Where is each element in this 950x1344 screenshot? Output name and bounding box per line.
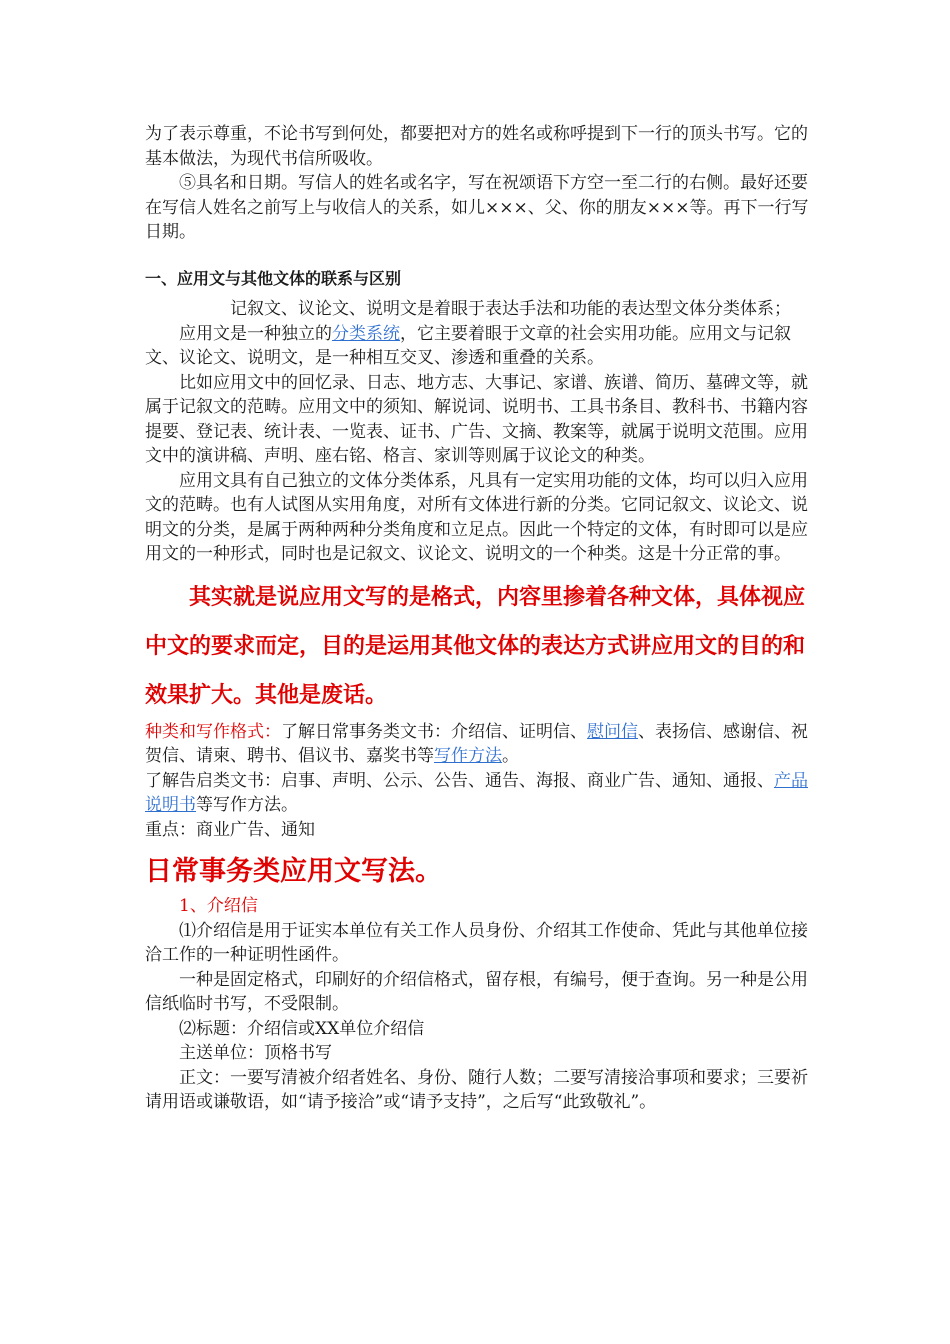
- text-span: 了解告启类文书：启事、声明、公示、公告、通告、海报、商业广告、通知、通报、: [145, 770, 774, 791]
- link-condolence-letter[interactable]: 慰问信: [587, 721, 638, 742]
- paragraph: 记叙文、议论文、说明文是着眼于表达手法和功能的表达型文体分类体系；: [230, 299, 791, 319]
- paragraph: ⑵标题：介绍信或XX单位介绍信: [179, 1018, 425, 1039]
- kinds-label: 种类和写作格式：: [145, 721, 281, 742]
- subsection-title: 1、介绍信: [179, 896, 258, 916]
- text-span: ，它主要着眼于文章的社会实用功能。应用文与记叙文、议论文、说明文，是一种相互交叉、渗透和重叠的关系。: [145, 323, 791, 368]
- paragraph: 主送单位：顶格书写: [179, 1043, 332, 1063]
- paragraph: 重点：商业广告、通知: [145, 819, 315, 840]
- text-span: 。: [502, 746, 519, 766]
- section-heading: 一、应用文与其他文体的联系与区别: [145, 268, 402, 288]
- link-writing-method[interactable]: 写作方法: [434, 746, 502, 766]
- paragraph: 正文：一要写清被介绍者姓名、身份、随行人数；二要写清接洽事项和要求；三要祈请用语或谦敬语，如“请予接洽”或“请予支持”，之后写“此致敬礼”。: [145, 1067, 808, 1112]
- paragraph: ⑤具名和日期。写信人的姓名或名字，写在祝颂语下方空一至二行的右侧。最好还要在写信人姓名之前写上与收信人的关系，如儿×××、父、你的朋友×××等。再下一行写日期。: [145, 173, 809, 242]
- text-span: 应用文是一种独立的: [179, 323, 332, 344]
- link-product-manual[interactable]: 产品说明书: [145, 770, 808, 815]
- paragraph: 一种是固定格式，印刷好的介绍信格式，留存根，有编号，便于查询。另一种是公用信纸临时书写，不受限制。: [145, 969, 808, 1014]
- document-page: [145, 122, 810, 1115]
- text-span: 了解日常事务类文书：介绍信、证明信、: [281, 721, 587, 742]
- paragraph: 应用文具有自己独立的文体分类体系，凡具有一定实用功能的文体，均可以归入应用文的范畴。也有人试图从实用角度，对所有文体进行新的分类。它同记叙文、议论文、说明文的分类，是属于两种两种分类角度和立足点。因此一个特定的文体，有时即可以是应用文的一种形式，同时也是记叙文、议论文、说明文的一个种类。这是十分正常的事。: [145, 470, 808, 564]
- paragraph: [145, 322, 810, 371]
- text-span: 、表扬信、感谢信、祝贺信、请柬、聘书、倡议书、嘉奖书等: [145, 721, 808, 766]
- text-span: 等写作方法。: [196, 795, 298, 815]
- paragraph: [145, 769, 810, 818]
- paragraph: [145, 720, 810, 769]
- paragraph: 比如应用文中的回忆录、日志、地方志、大事记、家谱、族谱、简历、墓碑文等，就属于记叙文的范畴。应用文中的须知、解说词、说明书、工具书条目、教科书、书籍内容提要、登记表、统计表、一览表、证书、广告、文摘、教案等，就属于说明文范围。应用文中的演讲稿、声明、座右铭、格言、家训等则属于议论文的种类。: [145, 372, 808, 466]
- link-classification-system[interactable]: 分类系统: [332, 323, 400, 344]
- paragraph: 为了表示尊重，不论书写到何处，都要把对方的姓名或称呼提到下一行的顶头书写。它的基本做法，为现代书信所吸收。: [145, 124, 808, 169]
- paragraph: ⑴介绍信是用于证实本单位有关工作人员身份、介绍其工作使命、凭此与其他单位接洽工作的一种证明性函件。: [145, 920, 808, 965]
- red-annotation: 其实就是说应用文写的是格式，内容里掺着各种文体，具体视应中文的要求而定，目的是运用其他文体的表达方式讲应用文的目的和效果扩大。其他是废话。: [145, 584, 806, 708]
- section-title: 日常事务类应用文写法。: [145, 856, 442, 887]
